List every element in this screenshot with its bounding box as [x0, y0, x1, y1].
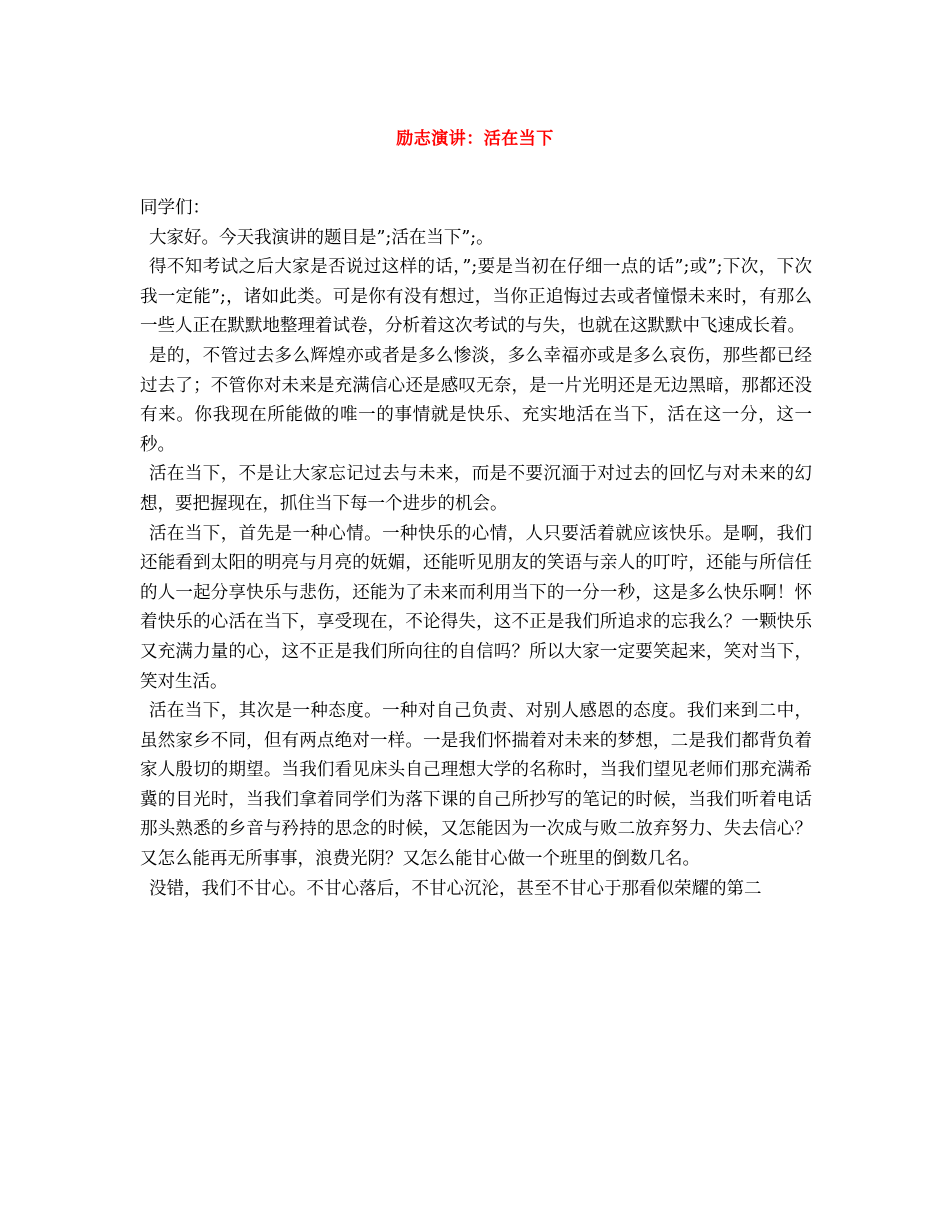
paragraph-3: 是的，不管过去多么辉煌亦或者是多么惨淡，多么幸福亦或是多么哀伤，那些都已经过去了；不管你对未来是充满信心还是感叹无奈，是一片光明还是无边黑暗，那都还没有来。你我现在所能做的唯一的事情就是快乐、充实地活在当下，活在这一分，这一秒。 [140, 345, 812, 455]
paragraph-4: 活在当下，不是让大家忘记过去与未来，而是不要沉湎于对过去的回忆与对未来的幻想，要把握现在，抓住当下每一个进步的机会。 [140, 464, 812, 514]
paragraph-1: 大家好。今天我演讲的题目是”;活在当下”;。 [149, 227, 494, 248]
document-title: 励志演讲：活在当下 [396, 129, 554, 149]
greeting: 同学们： [140, 198, 210, 218]
document-body [140, 194, 812, 904]
paragraph-6: 活在当下，其次是一种态度。一种对自己负责、对别人感恩的态度。我们来到二中，虽然家乡不同，但有两点绝对一样。一是我们怀揣着对未来的梦想，二是我们都背负着家人殷切的期望。当我们看见床头自己理想大学的名称时，当我们望见老师们那充满希冀的目光时，当我们拿着同学们为落下课的自己所抄写的笔记的时候，当我们听着电话那头熟悉的乡音与矜持的思念的时候，又怎能因为一次成与败二放弃努力、失去信心？又怎么能再无所事事，浪费光阴？又怎么能甘心做一个班里的倒数几名。 [140, 701, 812, 870]
paragraph-7: 没错，我们不甘心。不甘心落后，不甘心沉沦，甚至不甘心于那看似荣耀的第二 [149, 878, 762, 899]
paragraph-2: 得不知考试之后大家是否说过这样的话，”;要是当初在仔细一点的话”;或”;下次，下次我一定能”;，诸如此类。可是你有没有想过，当你正追悔过去或者憧憬未来时，有那么一些人正在默默地整理着试卷，分析着这次考试的与失，也就在这默默中飞速成长着。 [140, 257, 812, 337]
paragraph-5: 活在当下，首先是一种心情。一种快乐的心情，人只要活着就应该快乐。是啊，我们还能看到太阳的明亮与月亮的妩媚，还能听见朋友的笑语与亲人的叮咛，还能与所信任的人一起分享快乐与悲伤，还能为了未来而利用当下的一分一秒，这是多么快乐啊！怀着快乐的心活在当下，享受现在，不论得失，这不正是我们所追求的忘我么？一颗快乐又充满力量的心，这不正是我们所向往的自信吗？所以大家一定要笑起来，笑对当下，笑对生活。 [140, 523, 812, 692]
